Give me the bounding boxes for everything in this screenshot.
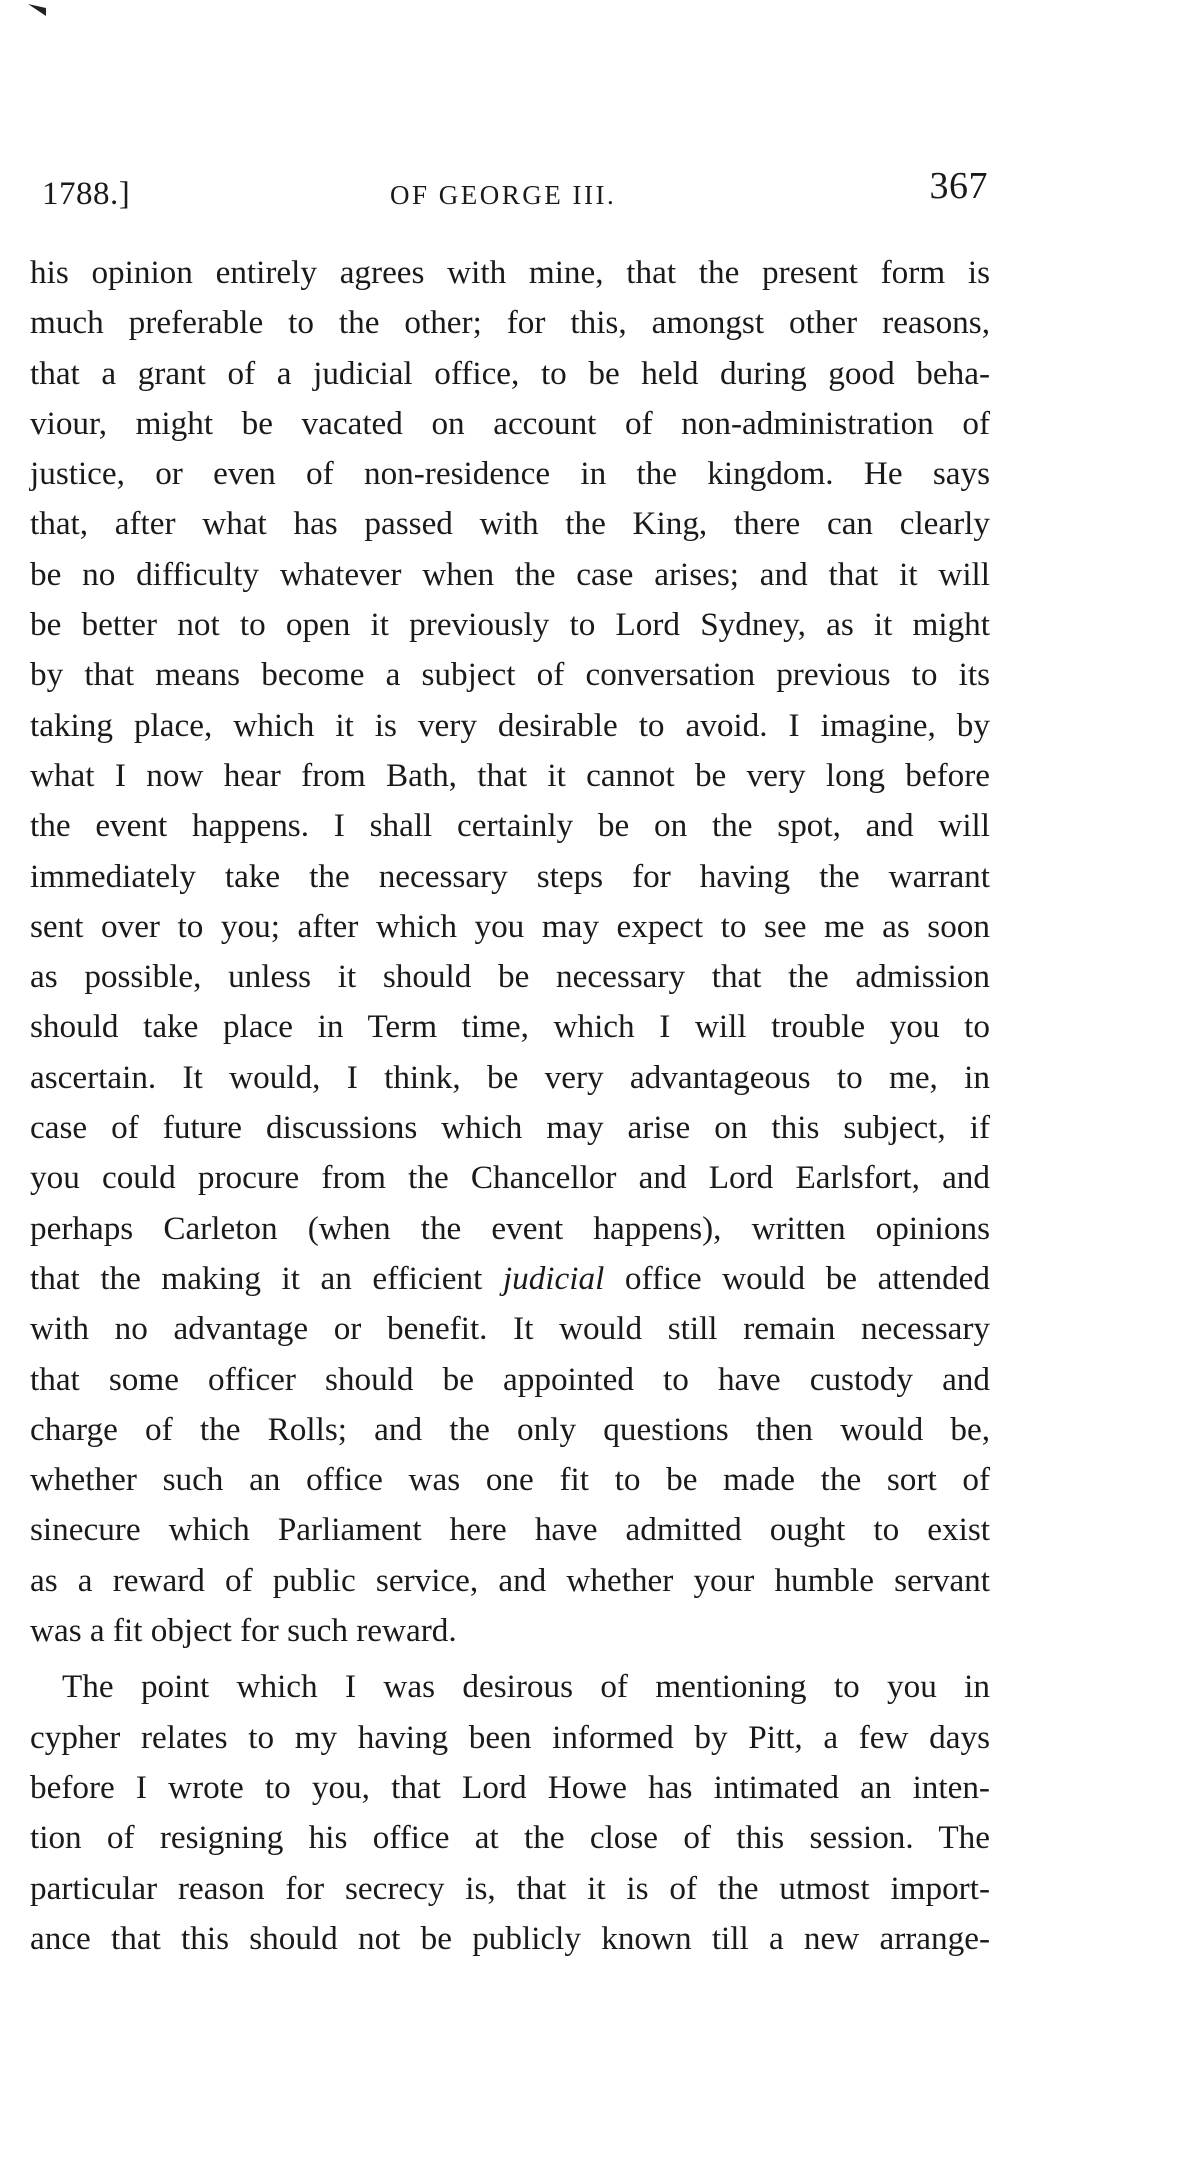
running-head <box>28 158 988 218</box>
text-line-italic <box>30 1254 990 1304</box>
text-line: sinecure which Parliament here have admitted ought to exist <box>30 1511 990 1549</box>
text-line: that some officer should be appointed to have custody and <box>30 1360 990 1398</box>
running-head-year: 1788.] <box>42 176 131 212</box>
paragraph-1 <box>30 248 990 1656</box>
text-line: case of future discussions which may arise on this subject, if <box>30 1109 990 1147</box>
text-line: before I wrote to you, that Lord Howe has intimated an inten- <box>30 1768 990 1806</box>
text-line: much preferable to the other; for this, amongst other reasons, <box>30 304 990 342</box>
text-line: that a grant of a judicial office, to be held during good beha- <box>30 354 990 392</box>
text-line: charge of the Rolls; and the only questions then would be, <box>30 1410 990 1448</box>
text-line: you could procure from the Chancellor and Lord Earlsfort, and <box>30 1159 990 1197</box>
text-line: ascertain. It would, I think, be very advantageous to me, in <box>30 1058 990 1096</box>
text-line: as a reward of public service, and whether your humble servant <box>30 1561 990 1599</box>
text-line: immediately take the necessary steps for having the warrant <box>30 857 990 895</box>
text-segment: that the making it an efficient <box>30 1259 503 1297</box>
text-line: whether such an office was one fit to be made the sort of <box>30 1461 990 1499</box>
text-line: be no difficulty whatever when the case arises; and that it will <box>30 555 990 593</box>
text-line: was a fit object for such reward. <box>30 1612 457 1650</box>
text-line: particular reason for secrecy is, that it is of the utmost import- <box>30 1869 990 1907</box>
text-line: perhaps Carleton (when the event happens), written opinions <box>30 1209 990 1247</box>
text-line: cypher relates to my having been informed by Pitt, a few days <box>30 1718 990 1756</box>
corner-mark-icon <box>28 4 46 16</box>
text-line: ance that this should not be publicly known till a new arrange- <box>30 1919 990 1957</box>
text-line: should take place in Term time, which I will trouble you to <box>30 1008 990 1046</box>
text-line: justice, or even of non-residence in the kingdom. He says <box>30 455 990 493</box>
text-line: taking place, which it is very desirable to avoid. I imagine, by <box>30 706 990 744</box>
text-line: the event happens. I shall certainly be on the spot, and will <box>30 807 990 845</box>
paragraph-2 <box>30 1662 990 1964</box>
running-head-title: OF GEORGE III. <box>390 180 617 210</box>
text-line: by that means become a subject of conversation previous to its <box>30 656 990 694</box>
text-segment: office would be attended <box>604 1259 990 1297</box>
text-line: be better not to open it previously to Lord Sydney, as it might <box>30 606 990 644</box>
body-text <box>30 248 990 1964</box>
italic-word: judicial <box>502 1259 605 1297</box>
text-line: sent over to you; after which you may expect to see me as soon <box>30 907 990 945</box>
page-number: 367 <box>929 165 988 207</box>
text-line: viour, might be vacated on account of non-administration of <box>30 404 990 442</box>
text-line: with no advantage or benefit. It would still remain necessary <box>30 1310 990 1348</box>
text-line: The point which I was desirous of mentioning to you in <box>62 1668 990 1706</box>
text-line: that, after what has passed with the King, there can clearly <box>30 505 990 543</box>
text-line: tion of resigning his office at the close of this session. The <box>30 1819 990 1857</box>
text-line: his opinion entirely agrees with mine, that the present form is <box>30 254 990 291</box>
text-line: as possible, unless it should be necessary that the admission <box>30 958 990 996</box>
text-line: what I now hear from Bath, that it cannot be very long before <box>30 756 990 794</box>
